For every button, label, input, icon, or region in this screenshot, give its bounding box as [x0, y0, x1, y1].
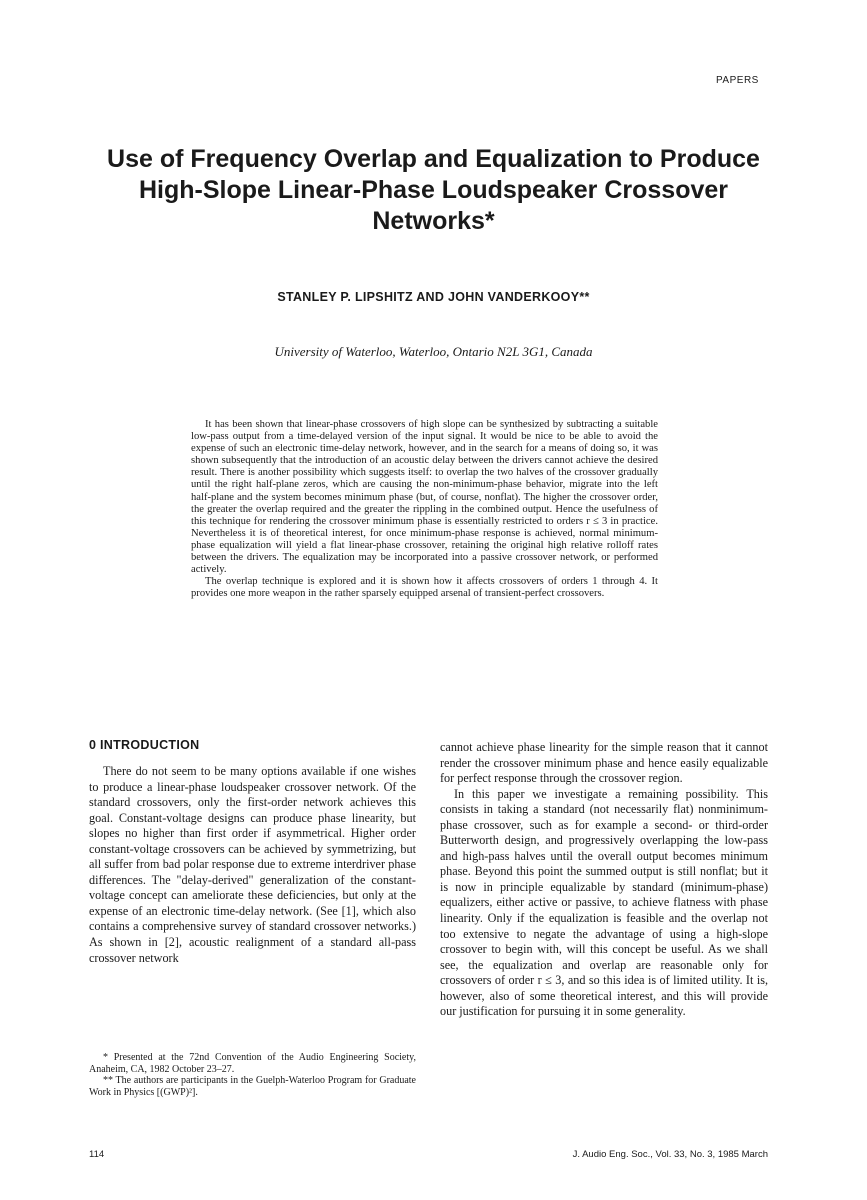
intro-paragraph-2: In this paper we investigate a remaining possibility. This consists in taking a standard (not necessarily flat) nonminimum-phase crossover, such as for example a second- or third-order Butterworth design, and progressively overlapping the low-pass and high-pass halves until the overall output becomes minimum phase. Beyond this point the summed output is still nonflat; but it is now in principle equalizable by standard (minimum-phase) equalizers, either active or passive, to achieve flatness with phase linearity. Only if the equalization is feasible and the overlap not too extensive to negate the advantage of using a high-slope crossover to begin with, will this concept be useful. As we shall see, the equalization and overlap are reasonable only for crossovers of order r ≤ 3, and so this idea is of limited utility. It is, however, also of some theoretical interest, and this will provide our justification for pursuing it in some generality.	[440, 786, 768, 1019]
footnote-2: ** The authors are participants in the Guelph-Waterloo Program for Graduate Work in Physics [(GWP)²].	[89, 1075, 416, 1098]
page-header	[0, 0, 867, 90]
abstract	[191, 419, 658, 600]
footnotes	[89, 1052, 416, 1098]
title-line-2: High-Slope Linear-Phase Loudspeaker Crossover	[138, 176, 729, 204]
page-number: 114	[89, 1149, 105, 1160]
intro-continuation: cannot achieve phase linearity for the simple reason that it cannot render the crossover minimum phase and hence easily equalizable for perfect response through the crossover region.	[440, 740, 768, 786]
abstract-paragraph-1: It has been shown that linear-phase crossovers of high slope can be synthesized by subtracting a suitable low-pass output from a time-delayed version of the input signal. It would be nice to be able to avoid the expense of such an electronic time-delay network, however, and in the search for a means of doing so, it was shown subsequently that the introduction of an acoustic delay between the drivers cannot achieve the desired result. There is another possibility which suggests itself: to overlap the two halves of the crossover gradually until the right half-plane zeros, which are causing the non-minimum-phase behavior, migrate into the left half-plane and the system becomes minimum phase (but, of course, nonflat). The higher the crossover order, the greater the overlap required and the greater the rippling in the combined output. Hence the usefulness of this technique for rendering the crossover minimum phase is essentially restricted to orders r ≤ 3 in practice. Nevertheless it is of theoretical interest, for once minimum-phase response is achieved, normal minimum-phase equalization will yield a flat linear-phase crossover, retaining the original high relative rolloff rates between the drivers. The equalization may be incorporated into a passive crossover network, or performed actively.	[191, 419, 658, 576]
section-heading: 0 INTRODUCTION	[89, 738, 200, 752]
author-list: STANLEY P. LIPSHITZ AND JOHN VANDERKOOY**	[277, 290, 590, 304]
abstract-paragraph-2: The overlap technique is explored and it is shown how it affects crossovers of orders 1 through 4. It provides one more weapon in the rather sparsely equipped arsenal of transient-perfect crossovers.	[191, 576, 658, 600]
footnote-1: * Presented at the 72nd Convention of the Audio Engineering Society, Anaheim, CA, 1982 October 23–27.	[89, 1052, 416, 1075]
left-column-body	[89, 764, 416, 966]
title-line-3: Networks*	[372, 207, 495, 235]
journal-citation: J. Audio Eng. Soc., Vol. 33, No. 3, 1985 March	[572, 1149, 768, 1160]
paper-title	[60, 144, 807, 237]
affiliation: University of Waterloo, Waterloo, Ontario N2L 3G1, Canada	[274, 344, 593, 359]
section-label: PAPERS	[716, 75, 759, 86]
title-line-1: Use of Frequency Overlap and Equalization to Produce	[107, 145, 760, 173]
left-column	[89, 738, 416, 966]
right-column	[440, 740, 768, 1020]
intro-paragraph-1: There do not seem to be many options available if one wishes to produce a linear-phase loudspeaker crossover network. Of the standard crossovers, only the first-order network achieves this goal. Constant-voltage designs can produce phase linearity, but slopes no higher than first order if asymmetrical. Higher order constant-voltage crossovers can be achieved by symmetrizing, but all suffer from bad polar response due to extreme interdriver phase differences. The "delay-derived" generalization of the constant-voltage concept can ameliorate these deficiencies, but only at the expense of an electronic time-delay network. (See [1], which also contains a comprehensive survey of standard crossover networks.) As shown in [2], acoustic realignment of a standard all-pass crossover network	[89, 764, 416, 965]
